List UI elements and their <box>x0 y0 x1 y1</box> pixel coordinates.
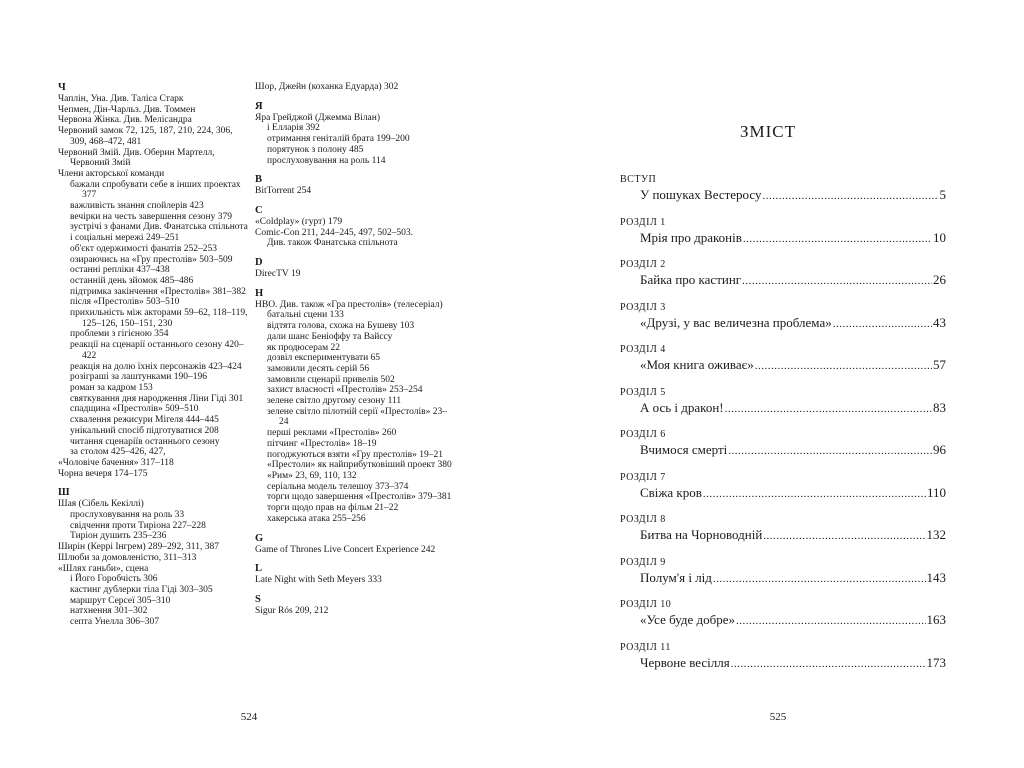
index-entry: Чорна вечеря 174–175 <box>58 468 148 479</box>
page-number-left: 524 <box>240 711 258 723</box>
index-subentry: відтята голова, схожа на Бушеву 103 <box>267 321 415 332</box>
index-subentry: серіальна модель телешоу 373–374 <box>267 481 409 492</box>
toc-page-number: 57 <box>933 357 946 372</box>
toc-chapter-label: РОЗДІЛ 7 <box>620 471 666 483</box>
index-entry: Шлюби за домовленістю, 311–313 <box>58 552 197 563</box>
toc-page-number: 110 <box>926 484 946 500</box>
index-subentry: прихильність між акторами 59–62, 118–119, 125–126, 150–151, 230 <box>70 308 248 329</box>
index-subentry: зустрічі з фанами Див. Фанатська спільнота <box>70 222 248 233</box>
index-entry: «Чоловіче бачення» 317–118 <box>58 457 174 468</box>
toc-entry[interactable] <box>620 314 946 333</box>
index-subentry: прослуховування на роль 33 <box>70 510 185 521</box>
toc-dot-leader <box>833 316 932 333</box>
index-subentry: реакції на сценарії останнього сезону 420–422 <box>70 340 244 361</box>
toc-chapter-label: РОЗДІЛ 5 <box>620 386 666 398</box>
toc-entry[interactable] <box>620 569 946 588</box>
toc-entry[interactable] <box>620 441 946 460</box>
toc-chapter-label: РОЗДІЛ 6 <box>620 429 666 440</box>
toc-dot-leader <box>736 613 925 630</box>
toc-chapter-title: Байка про кастинг <box>640 272 742 287</box>
toc-dot-leader <box>755 358 932 375</box>
toc-page-number: 132 <box>926 527 946 542</box>
index-entry: Game of Thrones Live Concert Experience 242 <box>255 544 436 555</box>
index-subentry: зелене світло другому сезону 111 <box>267 396 402 407</box>
toc-chapter-title: «Моя книга оживає» <box>640 357 754 372</box>
toc-chapter-label: РОЗДІЛ 3 <box>620 301 666 313</box>
toc-entry[interactable] <box>620 229 946 248</box>
index-letter-heading: L <box>255 563 263 575</box>
index-subentry: перші реклами «Престолів» 260 <box>267 428 397 439</box>
toc-chapter-label: ВСТУП <box>620 174 657 185</box>
toc-chapter-title: «Друзі, у вас величезна проблема» <box>640 314 832 330</box>
index-column-right <box>255 82 455 617</box>
toc-dot-leader <box>742 273 932 290</box>
index-subentry: роман за кадром 153 <box>70 382 153 393</box>
toc-entry[interactable] <box>620 271 946 290</box>
index-subentry: септа Унелла 306–307 <box>70 617 160 628</box>
index-subentry: отримання геніталій брата 199–200 <box>267 134 410 145</box>
index-entry: Sigur Rós 209, 212 <box>255 605 329 616</box>
toc-chapter-title: Полум'я і лід <box>640 569 712 585</box>
index-column-left <box>58 82 248 628</box>
index-subentry: торги щодо прав на фільм 21–22 <box>267 503 399 514</box>
index-entry: «Coldplay» (гурт) 179 <box>255 216 343 227</box>
index-subentry: після «Престолів» 503–510 <box>70 297 180 308</box>
toc-page-number: 10 <box>933 229 946 245</box>
index-subentry: реакція на долю їхніх персонажів 423–424 <box>70 361 242 372</box>
index-subentry: замовили сценарії привелів 502 <box>267 374 395 385</box>
table-of-contents <box>620 174 946 684</box>
index-subentry: погоджуються взяти «Гру престолів» 19–21 <box>267 449 444 460</box>
index-subentry: підтримка закінчення «Престолів» 381–382 <box>70 286 246 297</box>
index-entry: Late Night with Seth Meyers 333 <box>255 575 382 586</box>
toc-dot-leader <box>728 443 932 460</box>
index-subentry: спадщина «Престолів» 509–510 <box>70 404 199 415</box>
index-entry: Шая (Сібель Кекіллі) <box>58 499 144 510</box>
index-subentry: захист власності «Престолів» 253–254 <box>267 385 423 396</box>
index-subentry: зелене світло пілотній серії «Престолів» 23–24 <box>267 406 448 428</box>
toc-entry[interactable] <box>620 186 946 205</box>
index-entry: Яра Грейджой (Джемма Вілан) <box>255 112 381 123</box>
index-entry: Comic-Con 211, 244–245, 497, 502–503. <box>255 227 413 238</box>
index-subentry: кастинг дублерки тіла Гіді 303–305 <box>70 584 213 595</box>
index-letter-heading: Ч <box>58 82 66 93</box>
index-subentry: і Елларія 392 <box>267 123 320 134</box>
toc-chapter-label: РОЗДІЛ 4 <box>620 344 666 355</box>
toc-entry[interactable] <box>620 399 946 418</box>
toc-chapter-title: Битва на Чорноводній <box>640 527 763 542</box>
toc-dot-leader <box>725 401 932 418</box>
index-subentry: за столом 425–426, 427, <box>70 447 166 458</box>
toc-page-number: 26 <box>933 272 946 287</box>
index-subentry: пітчинг «Престолів» 18–19 <box>267 438 377 449</box>
page-number-right: 525 <box>769 711 787 723</box>
index-entry: «Шлях ганьби», сцена <box>58 563 149 574</box>
index-subentry: останні репліки 437–438 <box>70 265 170 276</box>
index-subentry: читання сценаріїв останнього сезону <box>70 436 220 447</box>
toc-chapter-title: Червоне весілля <box>640 654 730 670</box>
toc-chapter-label: РОЗДІЛ 2 <box>620 259 666 270</box>
toc-page-number: 43 <box>933 314 946 330</box>
index-subentry: озираючись на «Гру престолів» 503–509 <box>70 254 233 265</box>
index-subentry: Тиріон душить 235–236 <box>70 531 167 542</box>
toc-entry[interactable] <box>620 526 946 545</box>
index-entry: Чепмен, Дін-Чарльз. Див. Томмен <box>58 104 196 115</box>
index-subentry: порятунок з полону 485 <box>267 144 364 155</box>
index-entry: Шор, Джейн (коханка Едуарда) 302 <box>255 82 399 92</box>
index-letter-heading: H <box>255 287 264 299</box>
index-subentry: свідчення проти Тиріона 227–228 <box>70 520 206 531</box>
index-letter-heading: C <box>255 204 263 216</box>
toc-page-number: 83 <box>933 399 946 415</box>
toc-entry[interactable] <box>620 654 946 673</box>
index-entry: Чаплін, Уна. Див. Таліса Старк <box>58 94 184 104</box>
index-subentry: натхнення 301–302 <box>70 606 148 617</box>
index-entry: Червоний Змій. Див. Оберин Мартелл, Червоний Змій <box>58 147 215 169</box>
index-letter-heading: B <box>255 174 263 186</box>
toc-chapter-title: Мрія про драконів <box>640 229 742 245</box>
index-subentry: об'єкт одержимості фанатів 252–253 <box>70 243 218 254</box>
toc-dot-leader <box>731 656 926 673</box>
index-subentry: дали шанс Беніоффу та Вайссу <box>267 331 393 342</box>
toc-dot-leader <box>763 528 925 545</box>
index-subentry: «Престоли» як найприбутковіший проект 380 <box>267 460 452 471</box>
index-subentry: торги щодо завершення «Престолів» 379–381 <box>267 492 452 503</box>
toc-entry[interactable] <box>620 356 946 375</box>
index-subentry: вечірки на честь завершення сезону 379 <box>70 211 233 222</box>
toc-page-number: 163 <box>926 612 946 627</box>
toc-dot-leader <box>743 231 932 248</box>
toc-entry[interactable] <box>620 484 946 503</box>
right-page-contents <box>512 0 1024 768</box>
index-subentry: святкування дня народження Ліни Гіді 301 <box>70 393 244 404</box>
index-entry: BitTorrent 254 <box>255 186 312 197</box>
toc-page-number: 96 <box>933 442 946 457</box>
index-subentry: хакерська атака 255–256 <box>267 513 366 524</box>
index-entry: DirecTV 19 <box>255 269 301 280</box>
index-subentry: проблеми з гігієною 354 <box>70 329 169 340</box>
toc-chapter-label: РОЗДІЛ 8 <box>620 514 666 525</box>
index-entry: Червона Жінка. Див. Мелісандра <box>58 115 192 126</box>
index-entry: Ширін (Керрі Інгрем) 289–292, 311, 387 <box>58 542 219 553</box>
toc-chapter-title: А ось і дракон! <box>640 399 724 415</box>
toc-chapter-label: РОЗДІЛ 9 <box>620 556 666 568</box>
toc-page-number: 143 <box>926 569 946 585</box>
index-subentry: як продюсерам 22 <box>267 342 341 353</box>
index-entry: HBO. Див. також «Гра престолів» (телесеріал) <box>255 299 443 310</box>
toc-page-number: 5 <box>939 187 946 202</box>
index-subentry: батальні сцени 133 <box>267 310 344 321</box>
toc-dot-leader <box>703 486 926 503</box>
index-subentry: прослуховування на роль 114 <box>267 155 386 166</box>
index-letter-heading: S <box>255 593 261 605</box>
toc-page-number: 173 <box>926 654 946 670</box>
index-subentry: бажали спробувати себе в інших проектах 377 <box>70 179 241 201</box>
toc-dot-leader <box>762 188 938 205</box>
toc-dot-leader <box>713 571 926 588</box>
toc-chapter-label: РОЗДІЛ 10 <box>620 599 672 610</box>
index-subentry: важливість знання спойлерів 423 <box>70 201 204 212</box>
index-subentry: дозвіл експериментувати 65 <box>267 353 381 364</box>
toc-chapter-label: РОЗДІЛ 11 <box>620 641 671 653</box>
index-subentry: останній день зйомок 485–486 <box>70 275 194 286</box>
toc-chapter-title: «Усе буде добре» <box>640 612 736 627</box>
index-subentry: «Рим» 23, 69, 110, 132 <box>267 470 357 481</box>
toc-chapter-label: РОЗДІЛ 1 <box>620 216 666 228</box>
index-letter-heading: Ш <box>58 487 70 499</box>
index-entry: Червоний замок 72, 125, 187, 210, 224, 306, 309, 468–472, 481 <box>58 126 233 147</box>
toc-chapter-title: Свіжа кров <box>640 484 702 500</box>
contents-title: ЗМІСТ <box>739 122 797 141</box>
index-letter-heading: G <box>255 532 264 544</box>
index-subentry: замовили десять серій 56 <box>267 363 370 374</box>
index-letter-heading: Я <box>255 100 263 112</box>
index-subentry: унікальний спосіб підготуватися 208 <box>70 425 219 436</box>
index-subentry: маршрут Серсеї 305–310 <box>70 595 171 606</box>
index-subentry: Див. також Фанатська спільнота <box>267 238 398 249</box>
toc-chapter-title: У пошуках Вестеросу <box>640 187 762 202</box>
toc-entry[interactable] <box>620 611 946 630</box>
index-subentry: і Його Горобчість 306 <box>70 574 158 585</box>
index-subentry: і соціальні мережі 249–251 <box>70 233 180 244</box>
index-subentry: розіграші за лаштунками 190–196 <box>70 372 207 383</box>
index-letter-heading: D <box>255 257 263 269</box>
toc-chapter-title: Вчимося смерті <box>640 442 728 457</box>
index-entry: Члени акторської команди <box>58 168 165 179</box>
index-subentry: схвалення режисури Мігеля 444–445 <box>70 415 219 426</box>
